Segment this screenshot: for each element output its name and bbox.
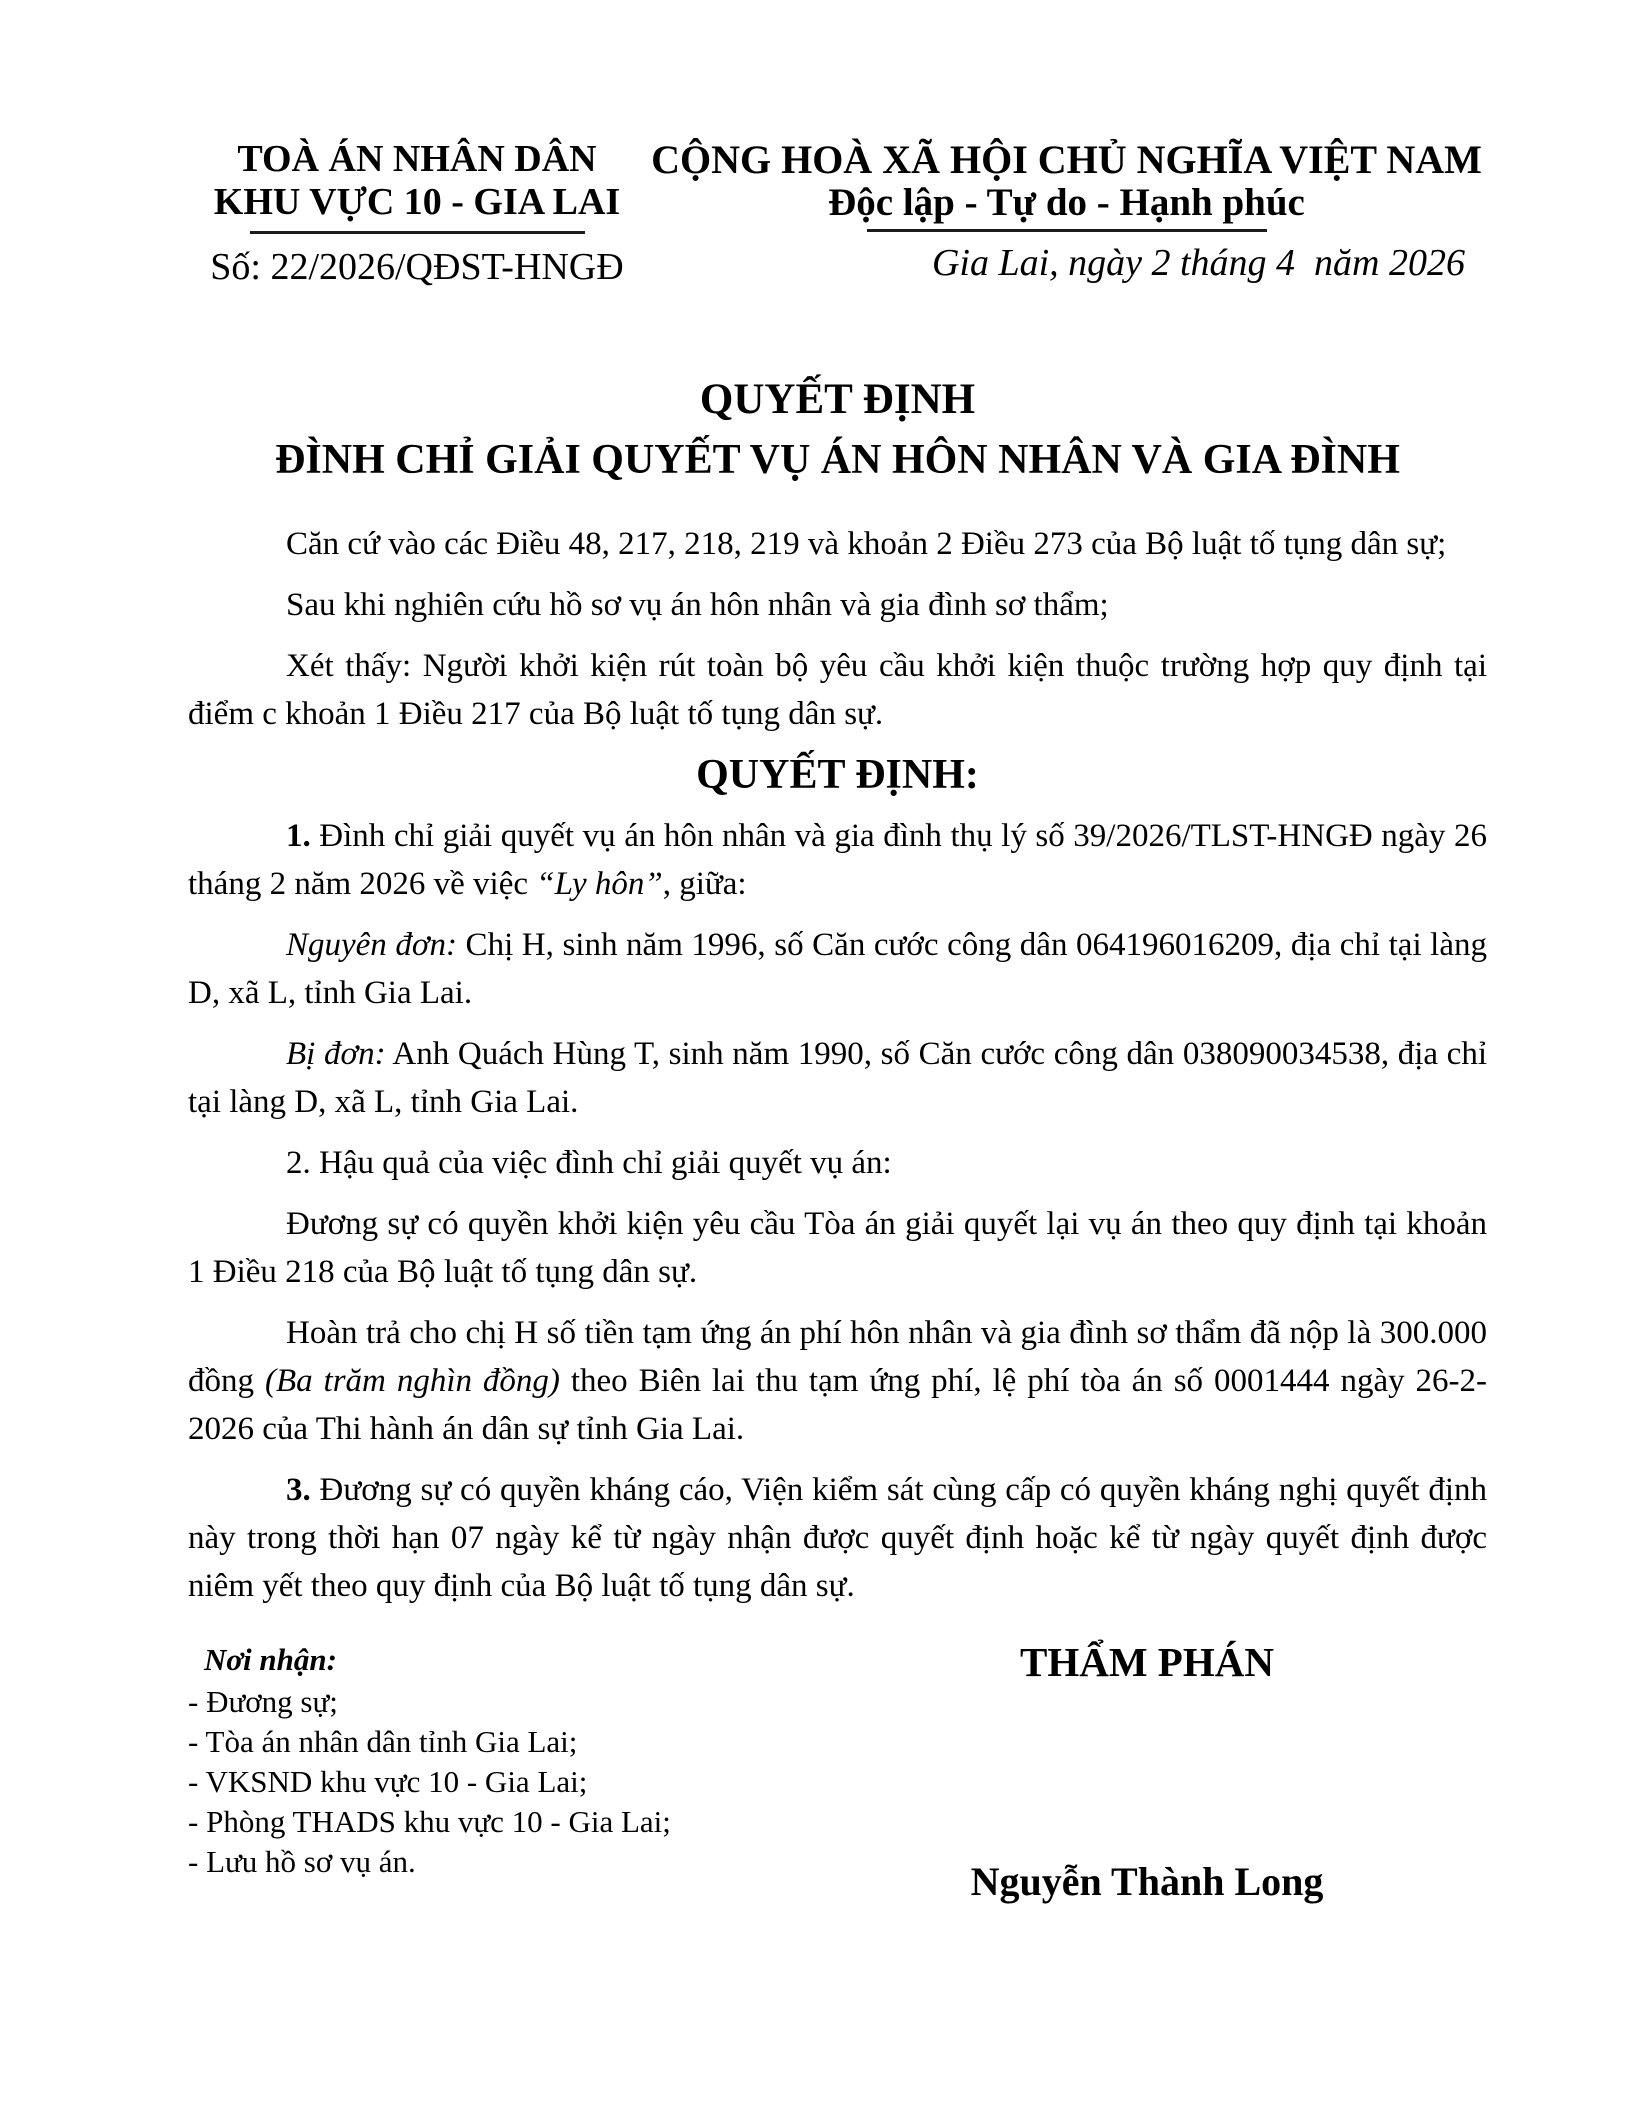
item-1-text: Đình chỉ giải quyết vụ án hôn nhân và gia đình thụ lý số 39/2026/TLST-HNGĐ ngày 26 tháng 2 năm 2026 về việc xyxy=(188,818,1487,902)
item-1-case-name: “Ly hôn” xyxy=(536,866,663,902)
recipient-item: - Đương sự; xyxy=(188,1684,338,1719)
item-3-text: Đương sự có quyền kháng cáo, Viện kiểm sát cùng cấp có quyền kháng nghị quyết định này trong thời hạn 07 ngày kể từ ngày nhận được quyết định hoặc kể từ ngày quyết định được niêm yết theo quy định của Bộ luật tố tụng dân sự. xyxy=(188,1472,1487,1604)
document-title xyxy=(188,370,1487,490)
recipient-item: - Phòng THADS khu vực 10 - Gia Lai; xyxy=(188,1804,671,1839)
refund-paragraph xyxy=(188,1309,1487,1453)
document-body xyxy=(188,520,1487,1610)
preamble-paragraph-1: Căn cứ vào các Điều 48, 217, 218, 219 và khoản 2 Điều 273 của Bộ luật tố tụng dân sự; xyxy=(286,526,1447,562)
recipient-item: - Tòa án nhân dân tỉnh Gia Lai; xyxy=(188,1724,578,1759)
national-title: CỘNG HOÀ XÃ HỘI CHỦ NGHĨA VIỆT NAM xyxy=(651,137,1482,182)
recipients-label: Nơi nhận: xyxy=(204,1642,337,1677)
plaintiff-label: Nguyên đơn: xyxy=(286,927,457,963)
decision-heading: QUYẾT ĐỊNH: xyxy=(696,752,979,798)
title-line-1: QUYẾT ĐỊNH xyxy=(699,376,976,423)
item-3-number: 3. xyxy=(286,1472,311,1508)
refund-amount-in-words: (Ba trăm nghìn đồng) xyxy=(264,1363,560,1399)
document-header xyxy=(188,138,1487,290)
document-footer xyxy=(188,1638,1487,1906)
item-1-number: 1. xyxy=(286,818,311,854)
defendant-paragraph xyxy=(188,1030,1487,1126)
national-motto: Độc lập - Tự do - Hạnh phúc xyxy=(828,181,1305,224)
decision-item-2-heading: 2. Hậu quả của việc đình chỉ giải quyết vụ án: xyxy=(286,1145,892,1181)
document-number: Số: 22/2026/QĐST-HNGĐ xyxy=(210,246,624,288)
refund-text-before: Hoàn trả cho chị H số tiền tạm ứng án phí hôn nhân và gia đình sơ thẩm đã nộp là 300.000 đồng xyxy=(188,1315,1487,1399)
decision-item-1 xyxy=(188,812,1487,908)
recipient-item: - VKSND khu vực 10 - Gia Lai; xyxy=(188,1764,588,1799)
judge-title: THẨM PHÁN xyxy=(1020,1639,1274,1685)
recipient-item: - Lưu hồ sơ vụ án. xyxy=(188,1844,416,1879)
national-motto-block xyxy=(646,138,1487,290)
preamble-paragraph-2: Sau khi nghiên cứu hồ sơ vụ án hôn nhân và gia đình sơ thẩm; xyxy=(286,587,1109,623)
refund-text-after: theo Biên lai thu tạm ứng phí, lệ phí tòa án số 0001444 ngày 26-2-2026 của Thi hành án dân sự tỉnh Gia Lai. xyxy=(188,1363,1488,1447)
court-name-line-1: TOÀ ÁN NHÂN DÂN xyxy=(237,138,597,180)
place-date-line: Gia Lai, ngày 2 tháng 4 năm 2026 xyxy=(931,242,1465,284)
title-line-2: ĐÌNH CHỈ GIẢI QUYẾT VỤ ÁN HÔN NHÂN VÀ GIA ĐÌNH xyxy=(275,437,1400,483)
plaintiff-paragraph xyxy=(188,921,1487,1017)
defendant-label: Bị đơn: xyxy=(286,1036,386,1072)
motto-underline xyxy=(867,229,1267,232)
preamble-paragraph-3: Xét thấy: Người khởi kiện rút toàn bộ yêu cầu khởi kiện thuộc trường hợp quy định tại điểm c khoản 1 Điều 217 của Bộ luật tố tụng dân sự. xyxy=(188,648,1487,732)
court-underline xyxy=(250,231,585,234)
plaintiff-text: Chị H, sinh năm 1996, số Căn cước công dân 064196016209, địa chỉ tại làng D, xã L, tỉnh Gia Lai. xyxy=(188,927,1487,1011)
recipients-block xyxy=(188,1638,867,1882)
decision-item-3 xyxy=(188,1466,1487,1610)
issuing-court-block xyxy=(188,138,646,290)
signature-block xyxy=(867,1638,1427,1906)
decision-item-2-paragraph-1: Đương sự có quyền khởi kiện yêu cầu Tòa án giải quyết lại vụ án theo quy định tại khoản 1 Điều 218 của Bộ luật tố tụng dân sự. xyxy=(188,1206,1487,1290)
court-name-line-2: KHU VỰC 10 - GIA LAI xyxy=(213,181,621,223)
defendant-text: Anh Quách Hùng T, sinh năm 1990, số Căn cước công dân 038090034538, địa chỉ tại làng D, xã L, tỉnh Gia Lai. xyxy=(188,1036,1487,1120)
item-1-text-after: , giữa: xyxy=(662,866,747,902)
judge-name: Nguyễn Thành Long xyxy=(970,1859,1324,1904)
